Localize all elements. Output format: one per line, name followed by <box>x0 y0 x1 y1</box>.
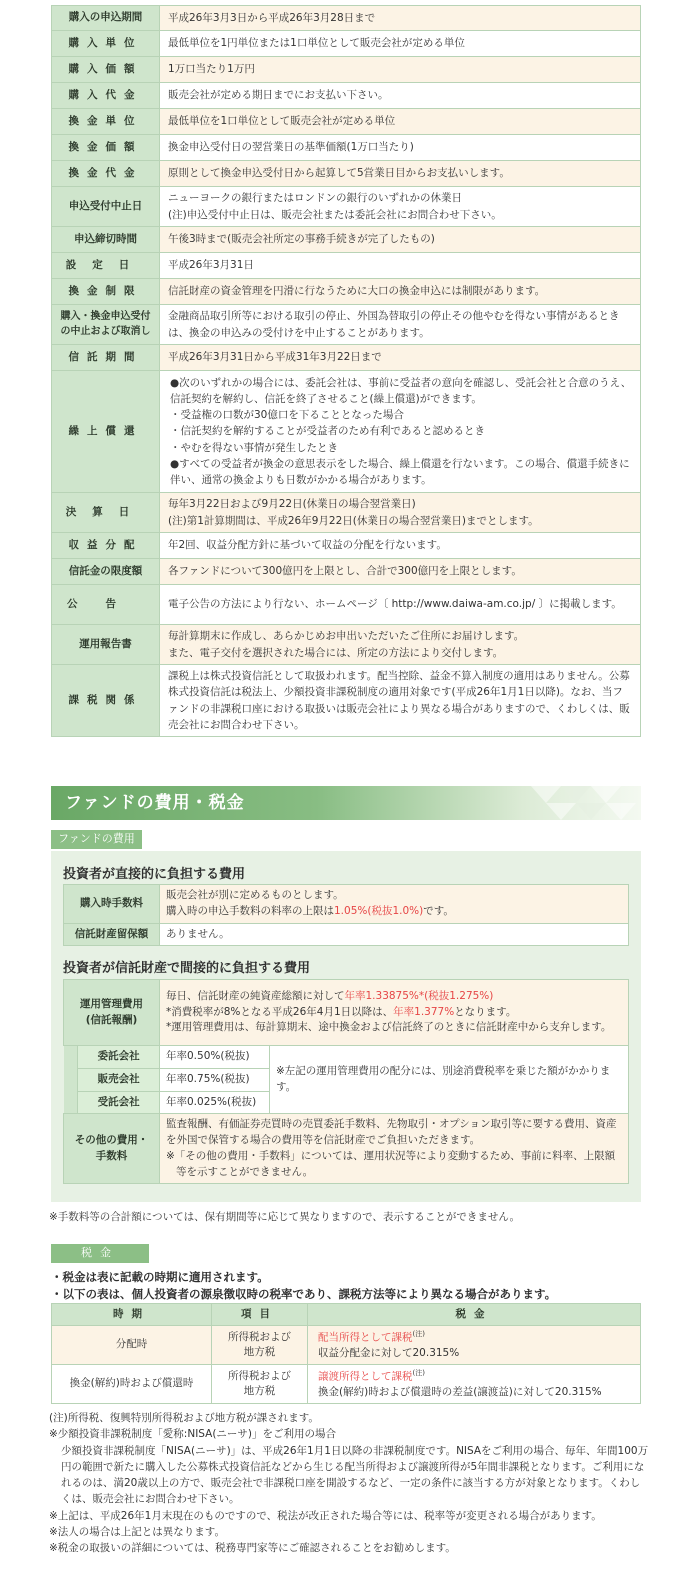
info-value: 課税上は株式投資信託として取扱われます。配当控除、益金不算入制度の適用はありません。公募株式投資信託は税法上、少額投資非課税制度の適用対象です(平成26年1月1日以降)。なお、当ファンドの非課税口座における取扱いは販売会社により異なる場合がありますので、くわしくは、販売会社にお問合わせ下さい。 <box>160 665 641 737</box>
sub-label-2: 受託会社 <box>78 1091 160 1114</box>
purchase-fee-rate: 1.05%(税抜1.0%) <box>334 904 424 917</box>
purchase-fee-label: 購入時手数料 <box>64 885 160 924</box>
info-value: 1万口当たり1万円 <box>160 57 641 83</box>
mgmt-fee-value <box>160 980 629 1046</box>
tax-header-when: 時期 <box>52 1304 212 1326</box>
info-value: 信託財産の資金管理を円滑に行なうために大口の換金申込には制限があります。 <box>160 279 641 305</box>
other-fee-label: その他の費用・ 手数料 <box>64 1114 160 1184</box>
mgmt-fee-rate: 年率1.33875%*(税抜1.275%) <box>344 989 494 1002</box>
info-row <box>52 187 641 227</box>
info-row <box>52 305 641 345</box>
reserve-value: ありません。 <box>160 923 629 946</box>
info-row <box>52 279 641 305</box>
info-row <box>52 493 641 533</box>
info-label: 購入価額 <box>52 57 160 83</box>
info-value: 販売会社が定める期日までにお支払い下さい。 <box>160 83 641 109</box>
info-value: 年2回、収益分配方針に基づいて収益の分配を行ないます。 <box>160 533 641 559</box>
mgmt-fee-text1a: 毎日、信託財産の純資産総額に対して <box>166 989 345 1002</box>
info-label: 信託期間 <box>52 345 160 371</box>
tax-when-1: 換金(解約)時および償還時 <box>52 1364 212 1403</box>
sub-label-0: 委託会社 <box>78 1046 160 1069</box>
info-label: 決算日 <box>52 493 160 533</box>
info-label: 換金価額 <box>52 135 160 161</box>
sub-value-2: 年率0.025%(税抜) <box>160 1091 270 1114</box>
purchase-fee-text1: 販売会社が別に定めるものとします。 <box>166 889 344 901</box>
info-row <box>52 345 641 371</box>
info-row <box>52 665 641 737</box>
tax-sup-0: (注) <box>412 1330 425 1338</box>
info-label: 購入単位 <box>52 31 160 57</box>
info-row <box>52 371 641 493</box>
other-fee-value <box>160 1114 629 1184</box>
info-label: 申込受付中止日 <box>52 187 160 227</box>
info-row <box>52 559 641 585</box>
other-fee-text1: 監査報酬、有価証券売買時の売買委託手数料、先物取引・オプション取引等に要する費用、資産を外国で保管する場合の費用等を信託財産でご負担いただきます。 <box>166 1118 617 1146</box>
direct-fee-heading: 投資者が直接的に負担する費用 <box>63 867 246 882</box>
info-row <box>52 6 641 31</box>
tax-text-1: 換金(解約)時および償還時の差益(譲渡益)に対して20.315% <box>318 1385 602 1398</box>
purchase-fee-value <box>160 885 629 924</box>
tax-note-1: ※少額投資非課税制度「愛称:NISA(ニーサ)」をご利用の場合 <box>49 1428 337 1441</box>
tax-tag: 税金 <box>51 1244 149 1263</box>
info-value: 午後3時まで(販売会社所定の事務手続きが完了したもの) <box>160 227 641 253</box>
info-label: 換金単位 <box>52 109 160 135</box>
fee-total-note: ※手数料等の合計額については、保有期間等に応じて異なりますので、表示することができません。 <box>49 1211 521 1223</box>
sub-value-1: 年率0.75%(税抜) <box>160 1068 270 1091</box>
mgmt-fee-text3: *運用管理費用は、毎計算期末、途中換金および信託終了のときに信託財産中から支弁します。 <box>166 1021 612 1034</box>
tax-header-item: 項目 <box>212 1304 308 1326</box>
direct-fee-table <box>63 884 629 946</box>
tax-note-3: ※上記は、平成26年1月末現在のものですので、税法が改正された場合等には、税率等が変更される場合があります。 <box>49 1509 602 1522</box>
info-value: 毎年3月22日および9月22日(休業日の場合翌営業日) (注)第1計算期間は、平成26年9月22日(休業日の場合翌営業日)までとします。 <box>160 493 641 533</box>
tax-red-0: 配当所得として課税 <box>318 1331 413 1344</box>
mgmt-fee-text1 <box>166 989 622 1005</box>
sub-spacer <box>64 1046 78 1114</box>
section-header <box>51 786 641 820</box>
info-value: 平成26年3月3日から平成26年3月28日まで <box>160 6 641 31</box>
tax-header-tax: 税金 <box>308 1304 641 1326</box>
info-value: 平成26年3月31日から平成31年3月22日まで <box>160 345 641 371</box>
mgmt-fee-label: 運用管理費用 (信託報酬) <box>64 980 160 1046</box>
info-label: 申込締切時間 <box>52 227 160 253</box>
purchase-fee-text2a: 購入時の申込手数料の料率の上限は <box>166 904 334 917</box>
tax-note-5: ※税金の取扱いの詳細については、税務専門家等にご確認されることをお勧めします。 <box>49 1542 456 1555</box>
tax-value-0 <box>308 1326 641 1365</box>
fund-info-table <box>51 5 641 737</box>
info-row <box>52 253 641 279</box>
indirect-fee-table <box>63 979 629 1184</box>
info-label: 購入代金 <box>52 83 160 109</box>
info-row <box>52 227 641 253</box>
other-fee-text2: ※「その他の費用・手数料」については、運用状況等により変動するため、事前に料率、上限額等を示すことができません。 <box>166 1149 616 1178</box>
info-value: ニューヨークの銀行またはロンドンの銀行のいずれかの休業日 (注)申込受付中止日は、販売会社または委託会社にお問合わせ下さい。 <box>160 187 641 227</box>
fee-box <box>51 851 641 1202</box>
mgmt-fee-text2 <box>166 1005 622 1021</box>
tax-table <box>51 1303 641 1404</box>
indirect-fee-heading: 投資者が信託財産で間接的に負担する費用 <box>63 961 311 976</box>
tax-sup-1: (注) <box>412 1368 425 1377</box>
info-value: 毎計算期末に作成し、あらかじめお申出いただいたご住所にお届けします。 また、電子交付を選択された場合には、所定の方法により交付します。 <box>160 625 641 665</box>
mgmt-fee-text2c: となります。 <box>454 1005 517 1018</box>
tax-item-1: 所得税および 地方税 <box>212 1364 308 1403</box>
sub-value-0: 年率0.50%(税抜) <box>160 1046 270 1069</box>
sub-note: ※左記の運用管理費用の配分には、別途消費税率を乗じた額がかかります。 <box>270 1046 629 1114</box>
tax-notes <box>49 1410 649 1556</box>
mgmt-fee-text2a: *消費税率が8%となる平成26年4月1日以降は、 <box>166 1005 394 1018</box>
info-value: 最低単位を1口単位として販売会社が定める単位 <box>160 109 641 135</box>
info-value: 最低単位を1円単位または1口単位として販売会社が定める単位 <box>160 31 641 57</box>
info-row <box>52 625 641 665</box>
tax-bullets <box>51 1269 556 1302</box>
section-title: ファンドの費用・税金 <box>65 793 245 813</box>
info-label: 公告 <box>52 585 160 625</box>
tax-red-1: 譲渡所得として課税 <box>318 1370 413 1383</box>
info-value: 平成26年3月31日 <box>160 253 641 279</box>
info-value: 各ファンドについて300億円を上限とし、合計で300億円を上限とします。 <box>160 559 641 585</box>
info-value: 金融商品取引所等における取引の停止、外国為替取引の停止その他やむを得ない事情があるときは、換金の申込みの受付けを中止することがあります。 <box>160 305 641 345</box>
info-row <box>52 135 641 161</box>
info-row <box>52 83 641 109</box>
info-label: 設定日 <box>52 253 160 279</box>
tax-when-0: 分配時 <box>52 1326 212 1365</box>
tax-value-1 <box>308 1364 641 1403</box>
info-label: 換金代金 <box>52 161 160 187</box>
info-label: 購入の申込期間 <box>52 6 160 31</box>
info-row <box>52 109 641 135</box>
info-value: ●次のいずれかの場合には、委託会社は、事前に受益者の意向を確認し、受託会社と合意のうえ、信託契約を解約し、信託を終了させること(繰上償還)ができます。 ・受益権の口数が30億口を下ることとなった場合 ・信託契約を解約することが受益者のため有利であると認めるとき ・やむを得ない事情が発生したとき ●すべての受益者が換金の意思表示をした場合、繰上償還を行ないます。この場合、償還手続きに伴い、通常の換金よりも日数がかかる場合があります。 <box>160 371 641 493</box>
info-value: 換金申込受付日の翌営業日の基準価額(1万口当たり) <box>160 135 641 161</box>
purchase-fee-text2 <box>166 904 622 920</box>
tax-note-2: 少額投資非課税制度「NISA(ニーサ)」は、平成26年1月1日以降の非課税制度です。NISAをご利用の場合、毎年、年間100万円の範囲で新たに購入した公募株式投資信託などから生じる配当所得および譲渡所得が5年間非課税となります。ご利用になれるのは、満20歳以上の方で、販売会社で非課税口座を開設するなど、一定の条件に該当する方が対象となります。くわしくは、販売会社にお問合わせ下さい。 <box>61 1444 649 1506</box>
tax-bullet-1: ・税金は表に記載の時期に適用されます。 <box>51 1270 269 1284</box>
info-row <box>52 57 641 83</box>
mgmt-fee-rate2: 年率1.377% <box>393 1005 455 1018</box>
info-label: 繰上償還 <box>52 371 160 493</box>
tax-item-0: 所得税および 地方税 <box>212 1326 308 1365</box>
info-row <box>52 161 641 187</box>
fund-fee-tag: ファンドの費用 <box>51 830 142 849</box>
info-label: 購入・換金申込受付 の中止および取消し <box>52 305 160 345</box>
info-label: 信託金の限度額 <box>52 559 160 585</box>
tax-note-0: (注)所得税、復興特別所得税および地方税が課されます。 <box>49 1412 319 1424</box>
info-row <box>52 31 641 57</box>
tax-text-0: 収益分配金に対して20.315% <box>318 1346 460 1359</box>
info-value: 電子公告の方法により行ない、ホームページ〔 http://www.daiwa-am.co.jp/ 〕に掲載します。 <box>160 585 641 625</box>
info-label: 収益分配 <box>52 533 160 559</box>
purchase-fee-text2c: です。 <box>423 904 454 917</box>
header-decoration <box>521 786 641 820</box>
tax-bullet-2: ・以下の表は、個人投資者の源泉徴収時の税率であり、課税方法等により異なる場合があります。 <box>51 1286 557 1301</box>
info-label: 課税関係 <box>52 665 160 737</box>
tax-note-4: ※法人の場合は上記とは異なります。 <box>49 1525 225 1538</box>
info-row <box>52 585 641 625</box>
info-row <box>52 533 641 559</box>
sub-label-1: 販売会社 <box>78 1068 160 1091</box>
info-label: 換金制限 <box>52 279 160 305</box>
info-label: 運用報告書 <box>52 625 160 665</box>
info-value: 原則として換金申込受付日から起算して5営業日目からお支払いします。 <box>160 161 641 187</box>
reserve-label: 信託財産留保額 <box>64 923 160 946</box>
